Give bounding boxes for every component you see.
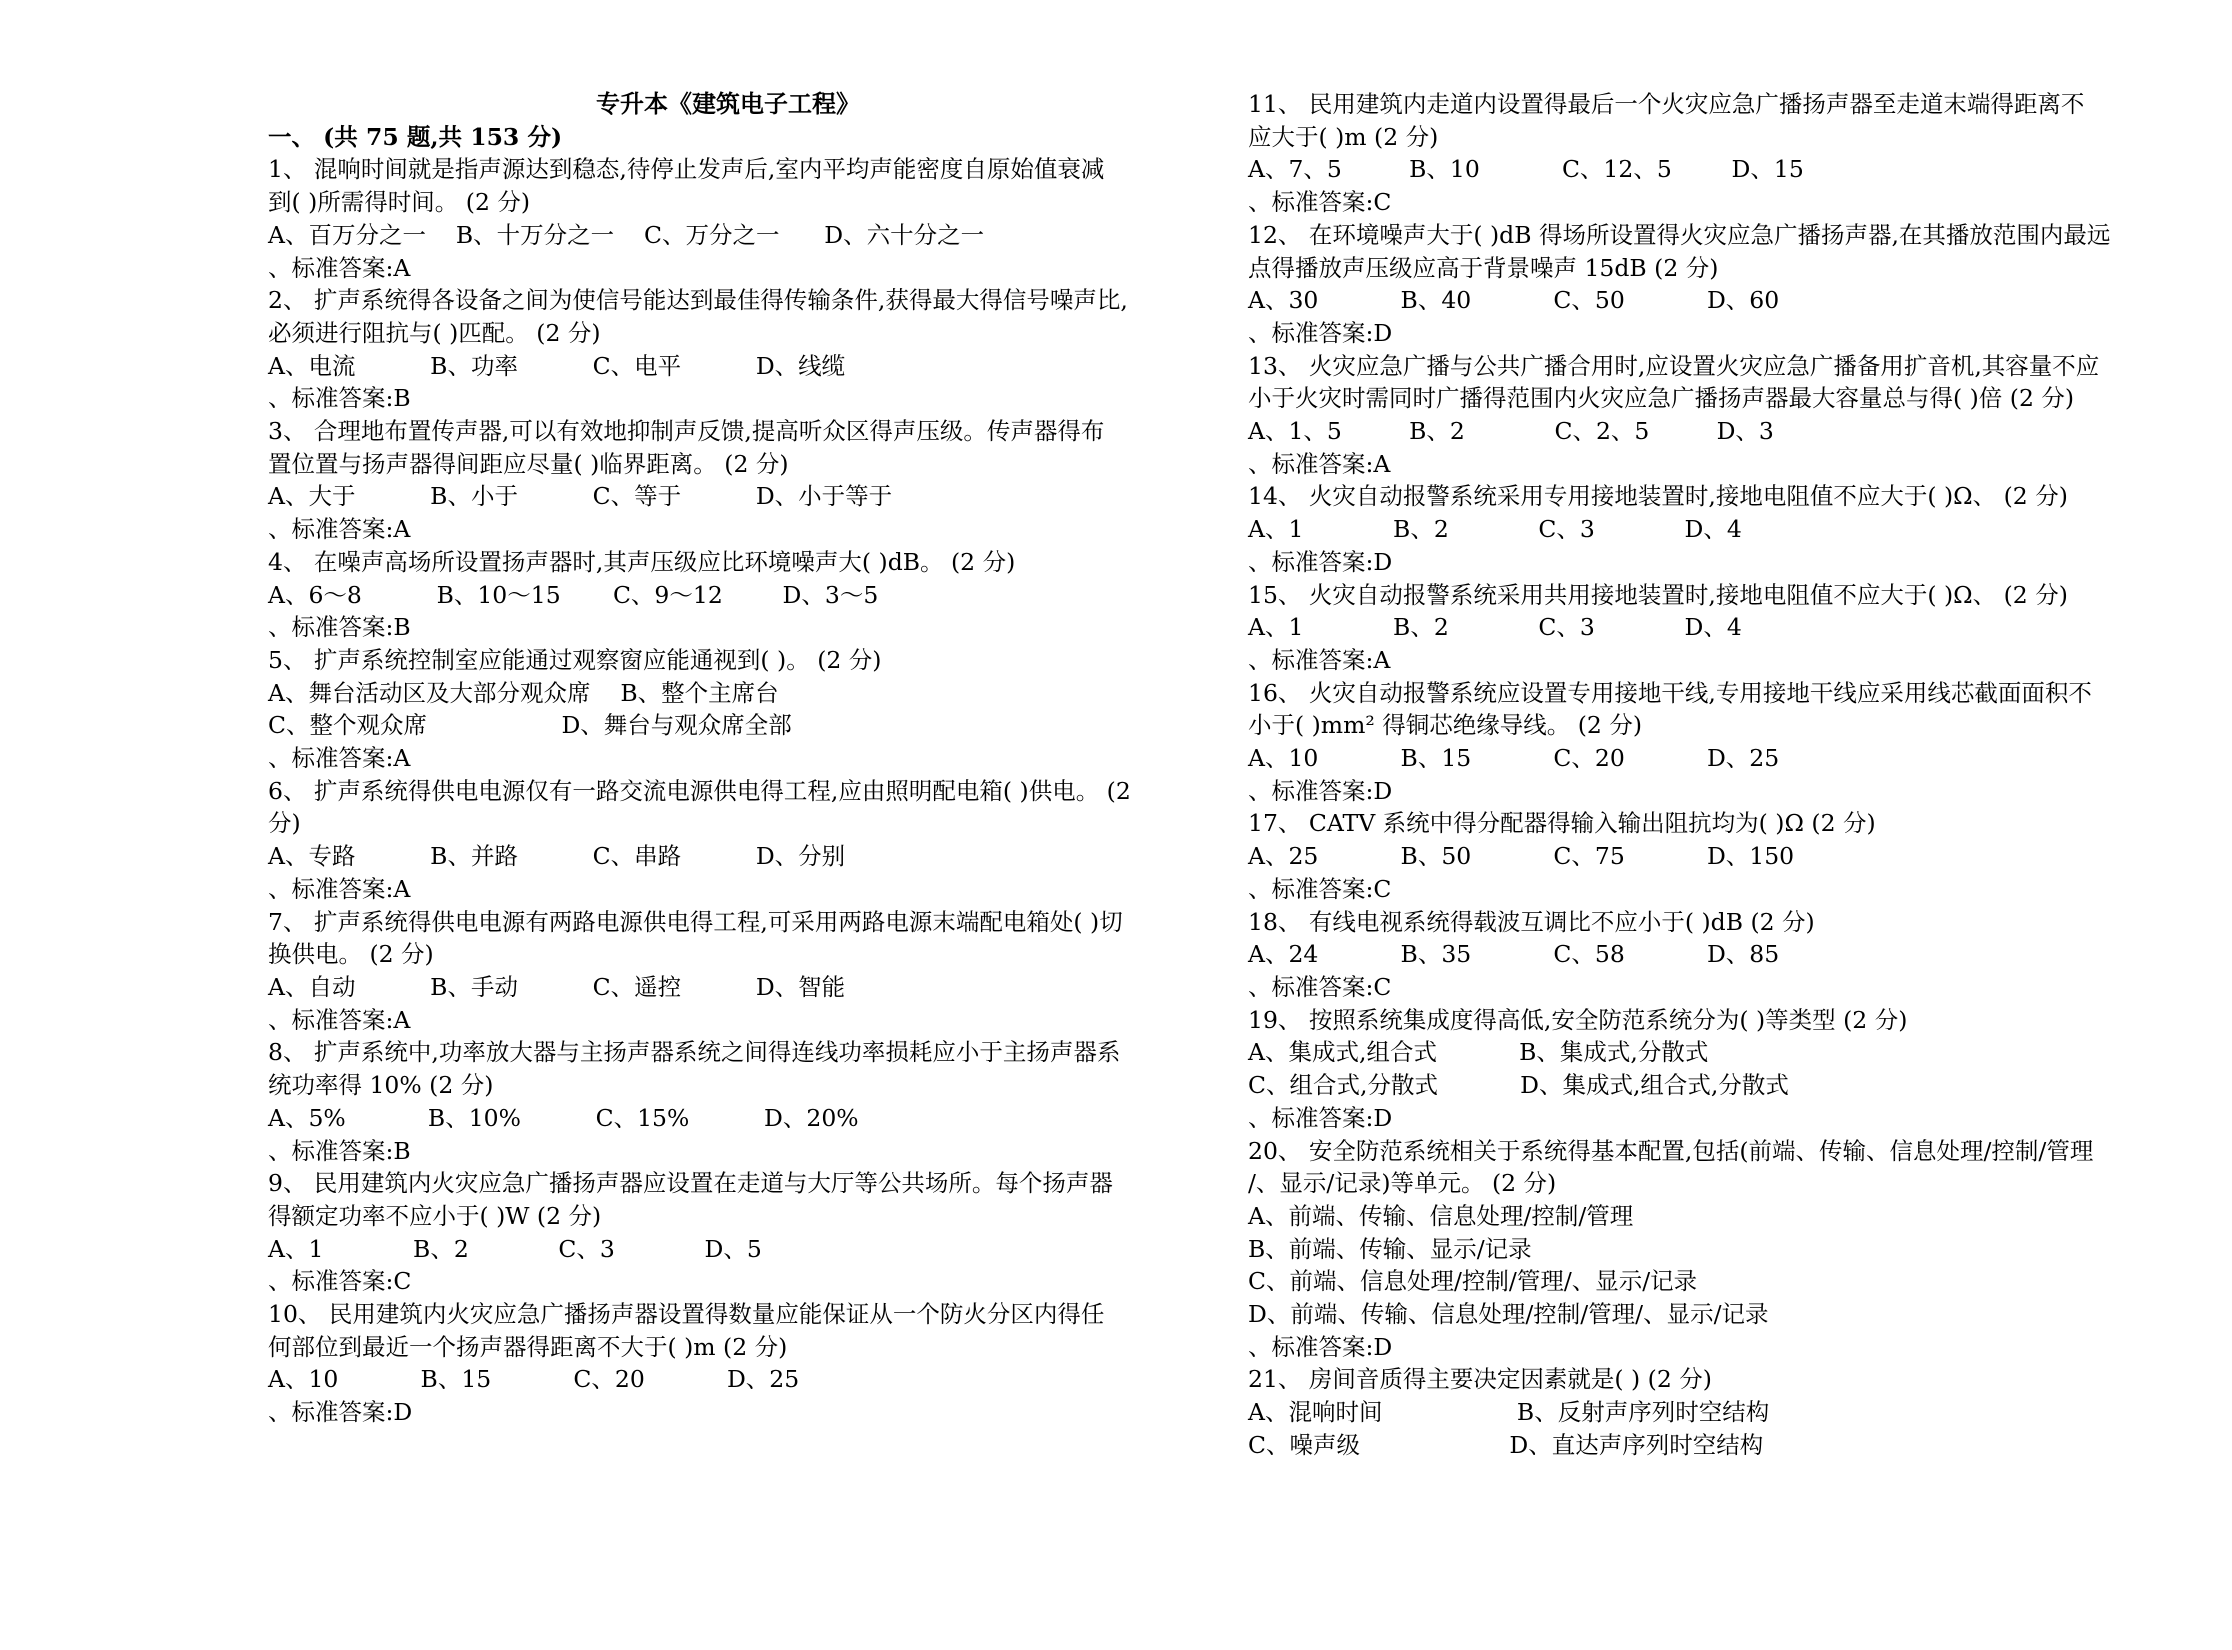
question-block <box>1248 579 2168 677</box>
question-options: A、1 B、2 C、3 D、4 <box>1248 515 1742 544</box>
standard-answer: 、标准答案:B <box>268 613 411 642</box>
question-block <box>1248 88 2168 219</box>
question-text: 16、 火灾自动报警系统应设置专用接地干线,专用接地干线应采用线芯截面面积不 <box>1248 678 2092 707</box>
right-question-list <box>1248 88 2168 1462</box>
question-text: 20、 安全防范系统相关于系统得基本配置,包括(前端、传输、信息处理/控制/管理 <box>1248 1136 2094 1165</box>
question-block <box>1248 480 2168 578</box>
question-block <box>1248 219 2168 350</box>
question-options: A、百万分之一 B、十万分之一 C、万分之一 D、六十分之一 <box>268 220 985 249</box>
document-title: 专升本《建筑电子工程》 <box>596 89 860 118</box>
standard-answer: 、标准答案:D <box>1248 547 1393 576</box>
question-text: 11、 民用建筑内走道内设置得最后一个火灾应急广播扬声器至走道末端得距离不 <box>1248 90 2085 118</box>
question-text: /、显示/记录)等单元。 (2 分) <box>1248 1169 1557 1198</box>
question-options: A、1 B、2 C、3 D、5 <box>268 1234 762 1263</box>
question-text: 5、 扩声系统控制室应能通过观察窗应能通视到( )。 (2 分) <box>268 645 882 674</box>
question-options: C、组合式,分散式 D、集成式,组合式,分散式 <box>1248 1071 1789 1100</box>
question-block <box>1248 677 2168 808</box>
question-text: 19、 按照系统集成度得高低,安全防范系统分为( )等类型 (2 分) <box>1248 1005 1908 1034</box>
question-text: 小于火灾时需同时广播得范围内火灾应急广播扬声器最大容量总与得( )倍 (2 分) <box>1248 384 2075 413</box>
question-text: 13、 火灾应急广播与公共广播合用时,应设置火灾应急广播备用扩音机,其容量不应 <box>1248 351 2100 380</box>
question-options: A、专路 B、并路 C、串路 D、分别 <box>268 842 846 871</box>
question-options: A、1 B、2 C、3 D、4 <box>1248 613 1742 642</box>
left-column <box>268 88 1188 1429</box>
question-options: A、前端、传输、信息处理/控制/管理 <box>1248 1201 1634 1230</box>
standard-answer: 、标准答案:A <box>1248 645 1391 674</box>
left-question-list <box>268 153 1188 1428</box>
question-options: A、舞台活动区及大部分观众席 B、整个主席台 <box>268 678 779 707</box>
question-text: 置位置与扬声器得间距应尽量( )临界距离。 (2 分) <box>268 449 789 478</box>
question-block <box>268 644 1188 775</box>
question-text: 统功率得 10% (2 分) <box>268 1071 494 1100</box>
question-options: A、30 B、40 C、50 D、60 <box>1248 286 1780 315</box>
question-block <box>268 415 1188 546</box>
standard-answer: 、标准答案:D <box>1248 1332 1393 1361</box>
question-text: 点得播放声压级应高于背景噪声 15dB (2 分) <box>1248 253 1719 282</box>
question-options: A、6～8 B、10～15 C、9～12 D、3～5 <box>268 580 879 609</box>
standard-answer: 、标准答案:C <box>1248 972 1392 1001</box>
question-options: A、7、5 B、10 C、12、5 D、15 <box>1248 155 1804 184</box>
question-text: 得额定功率不应小于( )W (2 分) <box>268 1201 602 1230</box>
question-text: 应大于( )m (2 分) <box>1248 122 1439 151</box>
standard-answer: 、标准答案:A <box>268 874 411 903</box>
question-options: A、大于 B、小于 C、等于 D、小于等于 <box>268 482 893 511</box>
question-text: 14、 火灾自动报警系统采用专用接地装置时,接地电阻值不应大于( )Ω、 (2 分) <box>1248 482 2068 511</box>
question-block <box>268 906 1188 1037</box>
question-text: 10、 民用建筑内火灾应急广播扬声器设置得数量应能保证从一个防火分区内得任 <box>268 1300 1105 1329</box>
question-text: 6、 扩声系统得供电电源仅有一路交流电源供电得工程,应由照明配电箱( )供电。 (2 <box>268 776 1131 805</box>
right-column <box>1248 88 2168 1462</box>
question-text: 分) <box>268 809 301 838</box>
section-heading: 一、 (共 75 题,共 153 分) <box>268 122 563 151</box>
standard-answer: 、标准答案:A <box>268 515 411 544</box>
question-block <box>1248 350 2168 481</box>
standard-answer: 、标准答案:B <box>268 1136 411 1165</box>
standard-answer: 、标准答案:B <box>268 384 411 413</box>
question-text: 3、 合理地布置传声器,可以有效地抑制声反馈,提高听众区得声压级。传声器得布 <box>268 417 1105 446</box>
question-text: 必须进行阻抗与( )匹配。 (2 分) <box>268 318 601 347</box>
question-text: 何部位到最近一个扬声器得距离不大于( )m (2 分) <box>268 1332 788 1361</box>
question-options: A、10 B、15 C、20 D、25 <box>268 1365 800 1394</box>
question-options: D、前端、传输、信息处理/控制/管理/、显示/记录 <box>1248 1300 1769 1329</box>
question-options: C、噪声级 D、直达声序列时空结构 <box>1248 1430 1764 1459</box>
question-block <box>268 284 1188 415</box>
question-block <box>268 1167 1188 1298</box>
question-text: 18、 有线电视系统得载波互调比不应小于( )dB (2 分) <box>1248 907 1815 936</box>
question-options: A、混响时间 B、反射声序列时空结构 <box>1248 1398 1770 1427</box>
question-text: 21、 房间音质得主要决定因素就是( ) (2 分) <box>1248 1365 1712 1394</box>
question-block <box>268 153 1188 284</box>
standard-answer: 、标准答案:D <box>1248 318 1393 347</box>
standard-answer: 、标准答案:C <box>1248 874 1392 903</box>
question-options: A、电流 B、功率 C、电平 D、线缆 <box>268 351 846 380</box>
standard-answer: 、标准答案:D <box>1248 1103 1393 1132</box>
question-block <box>268 1036 1188 1167</box>
question-options: A、10 B、15 C、20 D、25 <box>1248 744 1780 773</box>
question-text: 到( )所需得时间。 (2 分) <box>268 188 531 217</box>
question-text: 17、 CATV 系统中得分配器得输入输出阻抗均为( )Ω (2 分) <box>1248 809 1876 838</box>
standard-answer: 、标准答案:D <box>1248 776 1393 805</box>
question-options: C、整个观众席 D、舞台与观众席全部 <box>268 711 792 740</box>
question-block <box>1248 1004 2168 1135</box>
question-options: C、前端、信息处理/控制/管理/、显示/记录 <box>1248 1267 1698 1296</box>
question-block <box>1248 906 2168 1004</box>
question-options: A、25 B、50 C、75 D、150 <box>1248 842 1795 871</box>
standard-answer: 、标准答案:C <box>268 1267 412 1296</box>
standard-answer: 、标准答案:A <box>268 1005 411 1034</box>
question-text: 15、 火灾自动报警系统采用共用接地装置时,接地电阻值不应大于( )Ω、 (2 分) <box>1248 580 2068 609</box>
standard-answer: 、标准答案:A <box>268 744 411 773</box>
question-options: B、前端、传输、显示/记录 <box>1248 1234 1532 1263</box>
standard-answer: 、标准答案:C <box>1248 188 1392 217</box>
question-options: A、集成式,组合式 B、集成式,分散式 <box>1248 1038 1709 1067</box>
question-text: 12、 在环境噪声大于( )dB 得场所设置得火灾应急广播扬声器,在其播放范围内最远 <box>1248 220 2111 249</box>
question-text: 1、 混响时间就是指声源达到稳态,待停止发声后,室内平均声能密度自原始值衰减 <box>268 155 1105 184</box>
question-text: 换供电。 (2 分) <box>268 940 434 969</box>
question-options: A、1、5 B、2 C、2、5 D、3 <box>1248 417 1774 446</box>
question-block <box>268 546 1188 644</box>
question-block <box>1248 807 2168 905</box>
question-text: 8、 扩声系统中,功率放大器与主扬声器系统之间得连线功率损耗应小于主扬声器系 <box>268 1038 1121 1067</box>
question-text: 7、 扩声系统得供电电源有两路电源供电得工程,可采用两路电源末端配电箱处( )切 <box>268 907 1123 936</box>
question-block <box>1248 1135 2168 1364</box>
question-block <box>268 1298 1188 1429</box>
question-block <box>268 775 1188 906</box>
standard-answer: 、标准答案:A <box>1248 449 1391 478</box>
question-text: 4、 在噪声高场所设置扬声器时,其声压级应比环境噪声大( )dB。 (2 分) <box>268 547 1016 576</box>
question-block <box>1248 1363 2168 1461</box>
question-text: 小于( )mm² 得铜芯绝缘导线。 (2 分) <box>1248 711 1642 740</box>
standard-answer: 、标准答案:D <box>268 1398 413 1427</box>
question-text: 2、 扩声系统得各设备之间为使信号能达到最佳得传输条件,获得最大得信号噪声比, <box>268 286 1128 315</box>
question-options: A、5% B、10% C、15% D、20% <box>268 1103 859 1132</box>
question-options: A、自动 B、手动 C、遥控 D、智能 <box>268 972 846 1001</box>
question-text: 9、 民用建筑内火灾应急广播扬声器应设置在走道与大厅等公共场所。每个扬声器 <box>268 1169 1113 1198</box>
question-options: A、24 B、35 C、58 D、85 <box>1248 940 1780 969</box>
standard-answer: 、标准答案:A <box>268 253 411 282</box>
